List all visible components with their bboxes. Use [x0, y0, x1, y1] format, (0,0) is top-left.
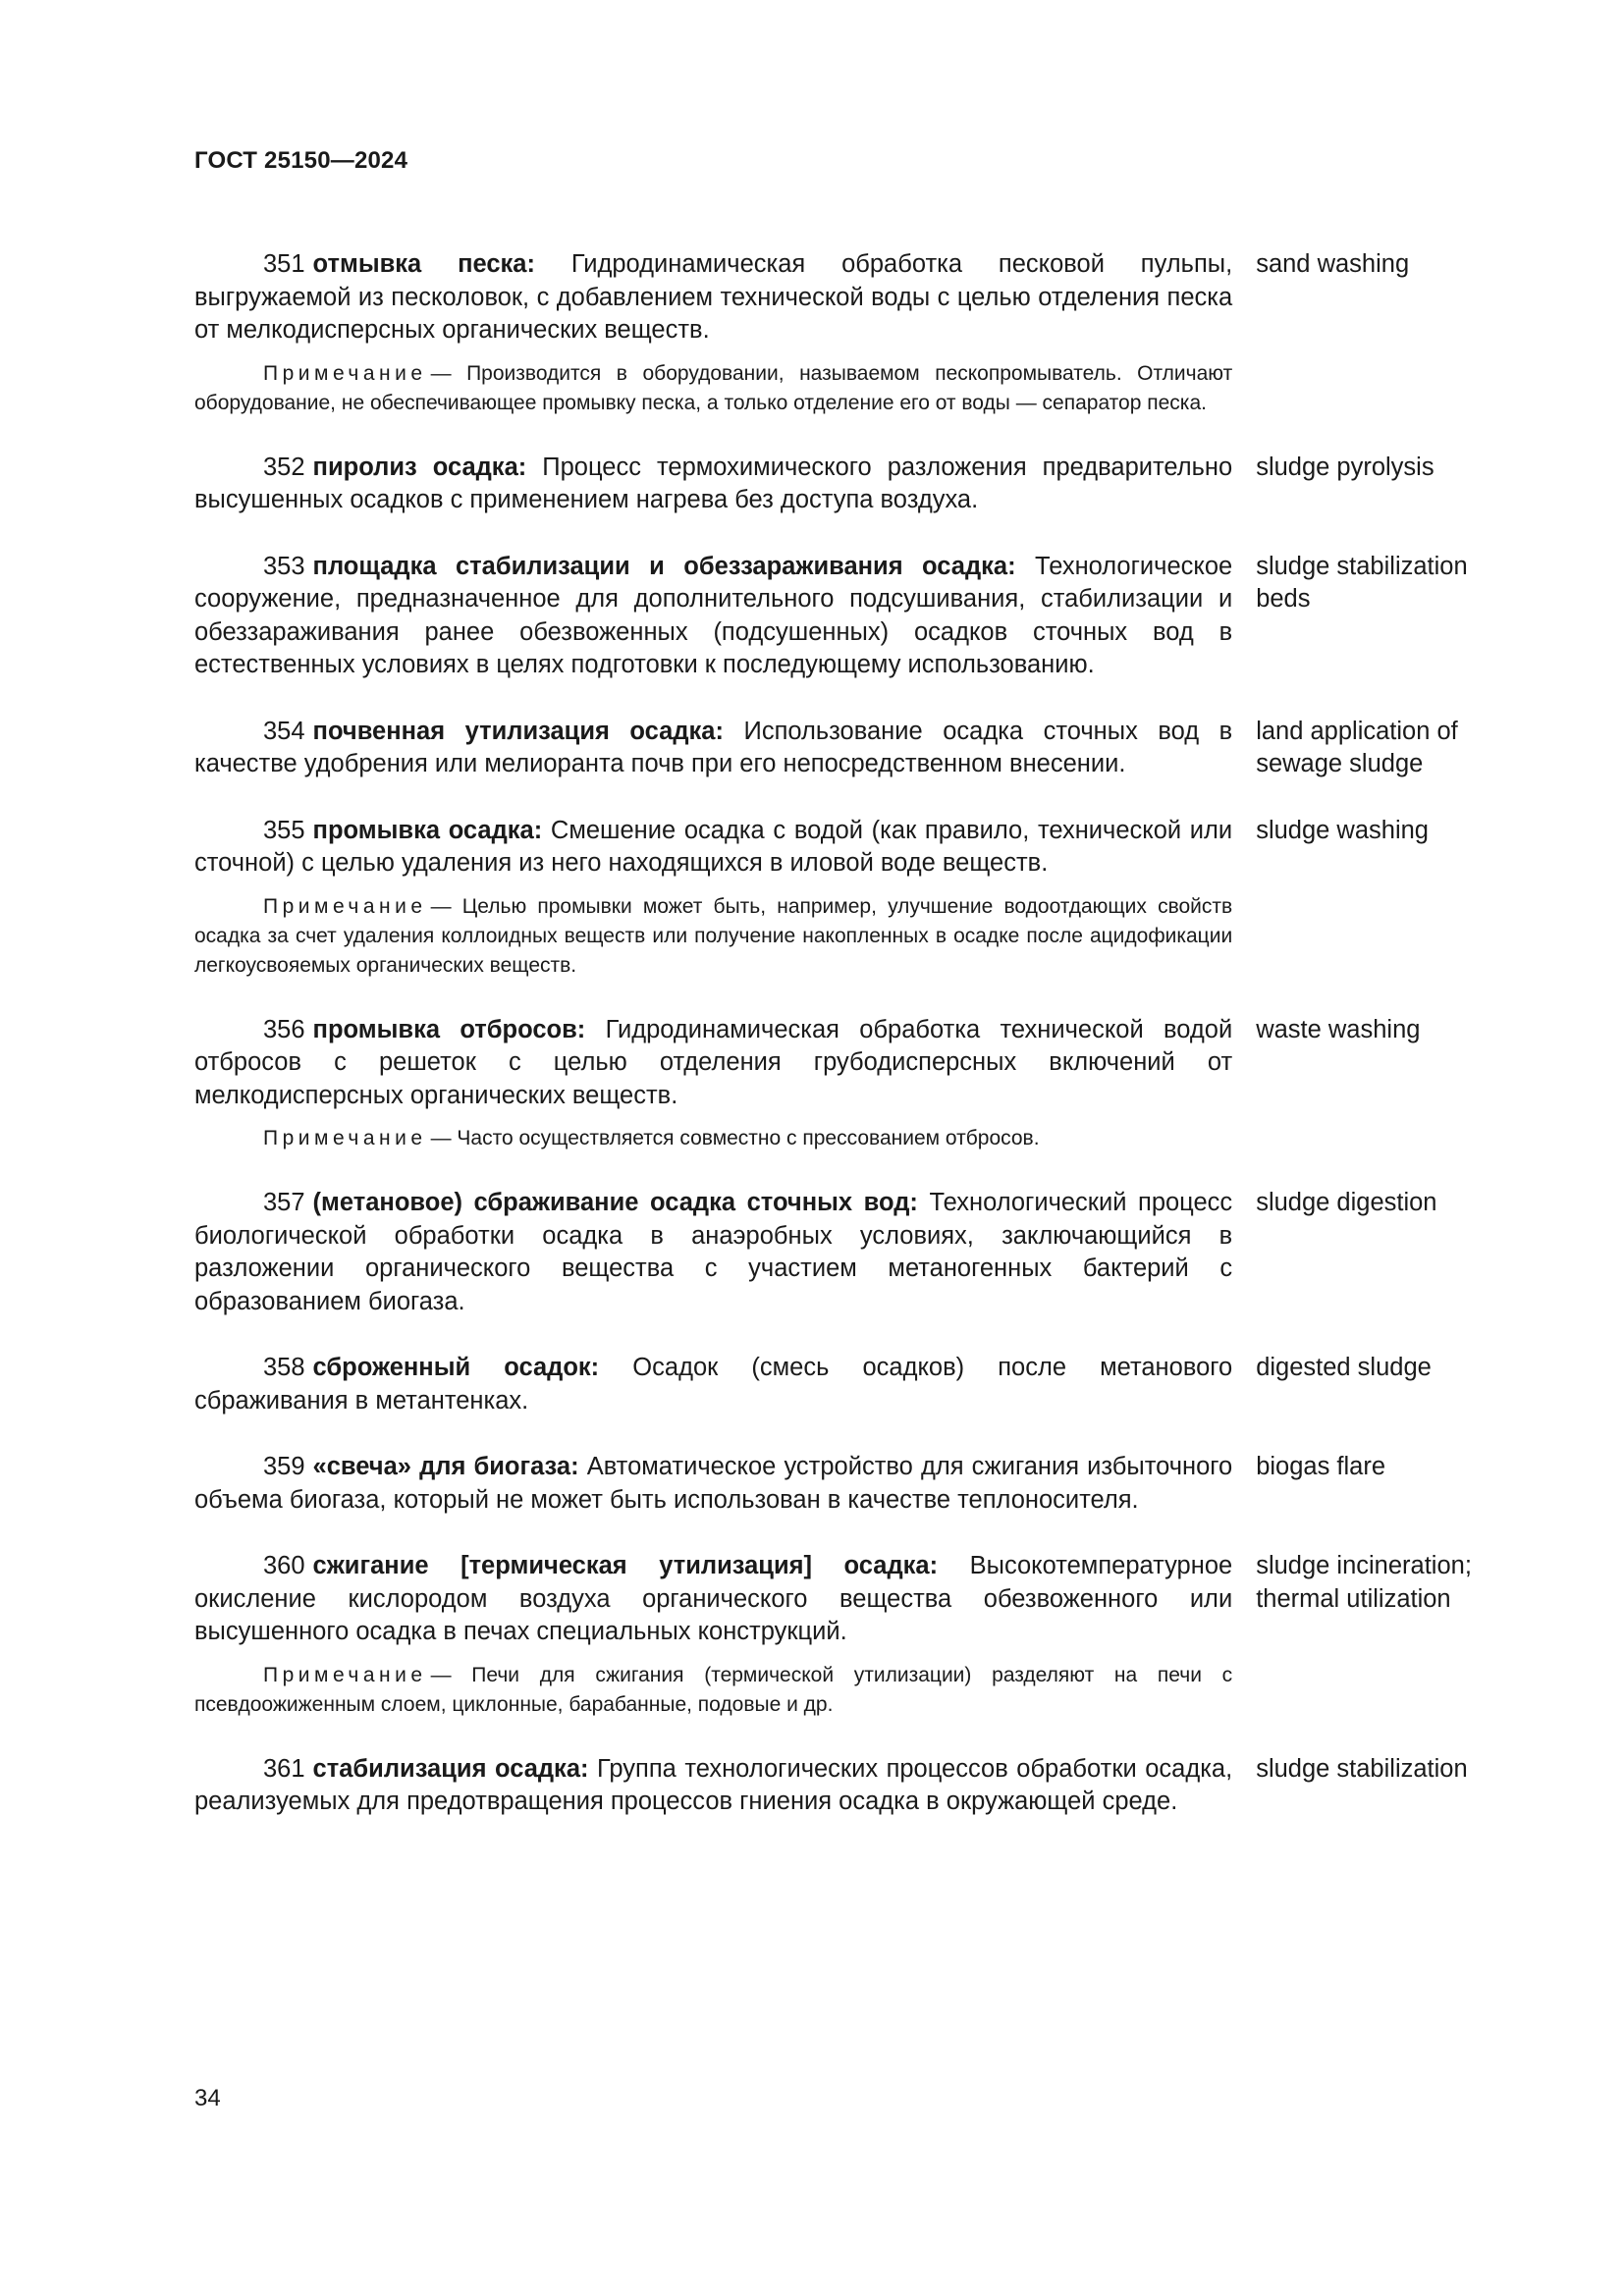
term-number: 357	[263, 1189, 305, 1216]
note-label: Примечание	[263, 894, 427, 918]
term-definition-paragraph	[194, 716, 1232, 781]
term-entry	[194, 1014, 1510, 1154]
note-label: Примечание	[263, 361, 427, 385]
english-equivalent: sludge stabilization beds	[1256, 552, 1468, 613]
document-header: ГОСТ 25150—2024	[194, 147, 408, 174]
term-entry	[194, 716, 1510, 781]
english-equivalent: sludge incineration; thermal utilization	[1256, 1552, 1472, 1613]
english-equivalent: waste washing	[1256, 1015, 1421, 1043]
term-note	[194, 892, 1232, 981]
term-definition: Смешение осадка с водой (как правило, технической или сточной) с целью удаления из него находящихся в иловой воде веществ.	[194, 816, 1233, 877]
term-main	[194, 248, 1232, 418]
term-entry	[194, 1550, 1510, 1720]
term-definition-paragraph	[194, 1187, 1232, 1318]
term-title: промывка отбросов:	[312, 1015, 586, 1043]
term-title: отмывка песка:	[312, 250, 535, 278]
term-main	[194, 551, 1232, 682]
term-entry	[194, 1187, 1510, 1318]
term-definition-paragraph	[194, 452, 1232, 517]
term-main	[194, 1550, 1232, 1720]
term-definition-paragraph	[194, 551, 1232, 682]
term-entry	[194, 1753, 1510, 1819]
term-definition: Высокотемпературное окисление кислородом воздуха органического вещества обезвоженного или высушенного осадка в печах специальных конструкций.	[194, 1552, 1233, 1645]
english-equivalent: sludge digestion	[1256, 1189, 1437, 1216]
term-entry	[194, 248, 1510, 418]
term-title: (метановое) сбраживание осадка сточных вод:	[312, 1189, 918, 1216]
english-equivalent: digested sludge	[1256, 1354, 1432, 1381]
term-title: почвенная утилизация осадка:	[312, 717, 724, 745]
english-equivalent: sludge washing	[1256, 816, 1429, 844]
term-main	[194, 815, 1232, 981]
term-number: 356	[263, 1015, 305, 1043]
term-definition-paragraph	[194, 815, 1232, 881]
term-definition-paragraph	[194, 1451, 1232, 1517]
note-label: Примечание	[263, 1663, 427, 1686]
term-note	[194, 1661, 1232, 1720]
note-text: — Производится в оборудовании, называемом пескопромыватель. Отличают оборудование, не обеспечивающее промывку песка, а только отделение его от воды — сепаратор песка.	[194, 361, 1233, 414]
term-number: 355	[263, 816, 305, 844]
term-title: стабилизация осадка:	[312, 1754, 589, 1783]
page-number: 34	[194, 2085, 221, 2111]
english-equivalent: land application of sewage sludge	[1256, 717, 1458, 777]
term-definition: Группа технологических процессов обработки осадка, реализуемых для предотвращения процессов гниения осадка в окружающей среде.	[194, 1754, 1233, 1815]
term-entry	[194, 815, 1510, 981]
term-title: промывка осадка:	[312, 816, 543, 844]
term-definition: Технологическое сооружение, предназначенное для дополнительного подсушивания, стабилизации и обеззараживания ранее обезвоженных (подсушенных) осадков сточных вод в естественных условиях в целях подготовки к последующему использованию.	[194, 552, 1233, 678]
term-entry	[194, 551, 1510, 682]
english-equivalent: biogas flare	[1256, 1453, 1386, 1480]
term-main	[194, 1352, 1232, 1417]
term-main	[194, 452, 1232, 517]
term-number: 360	[263, 1552, 305, 1579]
term-title: сброженный осадок:	[312, 1354, 600, 1381]
note-text: — Часто осуществляется совместно с прессованием отбросов.	[430, 1127, 1040, 1149]
term-definition-paragraph	[194, 1014, 1232, 1113]
term-number: 361	[263, 1754, 305, 1783]
term-definition: Автоматическое устройство для сжигания избыточного объема биогаза, который не может быть использован в качестве теплоносителя.	[194, 1453, 1233, 1514]
term-entry	[194, 1352, 1510, 1417]
english-equivalent: sludge pyrolysis	[1256, 453, 1435, 481]
term-main	[194, 1753, 1232, 1819]
term-title: пиролиз осадка:	[312, 453, 527, 481]
term-title: площадка стабилизации и обеззараживания осадка:	[312, 552, 1016, 580]
note-text: — Печи для сжигания (термической утилизации) разделяют на печи с псевдоожиженным слоем, циклонные, барабанные, подовые и др.	[194, 1663, 1233, 1716]
term-number: 352	[263, 453, 305, 481]
note-label: Примечание	[263, 1127, 427, 1149]
term-number: 353	[263, 552, 305, 580]
term-title: сжигание [термическая утилизация] осадка:	[312, 1552, 939, 1579]
english-equivalent: sludge stabilization	[1256, 1754, 1468, 1783]
term-number: 358	[263, 1354, 305, 1381]
term-main	[194, 1451, 1232, 1517]
term-number: 351	[263, 250, 305, 278]
term-definition: Гидродинамическая обработка песковой пульпы, выгружаемой из песколовок, с добавлением технической воды с целью отделения песка от мелкодисперсных органических веществ.	[194, 250, 1233, 344]
note-text: — Целью промывки может быть, например, улучшение водоотдающих свойств осадка за счет удаления коллоидных веществ или получение накопленных в осадке после ацидофикации легкоусвояемых органических веществ.	[194, 894, 1233, 977]
term-definition-paragraph	[194, 248, 1232, 347]
term-main	[194, 1014, 1232, 1154]
terms-list	[194, 248, 1510, 1819]
english-equivalent: sand washing	[1256, 250, 1410, 278]
term-note	[194, 359, 1232, 418]
term-definition: Осадок (смесь осадков) после метанового сбраживания в метантенках.	[194, 1354, 1233, 1415]
term-entry	[194, 1451, 1510, 1517]
term-definition: Процесс термохимического разложения предварительно высушенных осадков с применением нагрева без доступа воздуха.	[194, 453, 1233, 513]
term-main	[194, 1187, 1232, 1318]
term-definition-paragraph	[194, 1550, 1232, 1649]
term-definition-paragraph	[194, 1753, 1232, 1819]
term-title: «свеча» для биогаза:	[312, 1453, 579, 1480]
term-definition: Гидродинамическая обработка технической водой отбросов с решеток с целью отделения грубодисперсных включений от мелкодисперсных органических веществ.	[194, 1015, 1233, 1109]
term-definition: Технологический процесс биологической обработки осадка в анаэробных условиях, заключающийся в разложении органического вещества с участием метаногенных бактерий с образованием биогаза.	[194, 1189, 1233, 1315]
term-number: 359	[263, 1453, 305, 1480]
term-number: 354	[263, 717, 305, 745]
term-definition-paragraph	[194, 1352, 1232, 1417]
term-definition: Использование осадка сточных вод в качестве удобрения или мелиоранта почв при его непосредственном внесении.	[194, 717, 1233, 777]
term-entry	[194, 452, 1510, 517]
term-note	[194, 1124, 1232, 1153]
term-main	[194, 716, 1232, 781]
